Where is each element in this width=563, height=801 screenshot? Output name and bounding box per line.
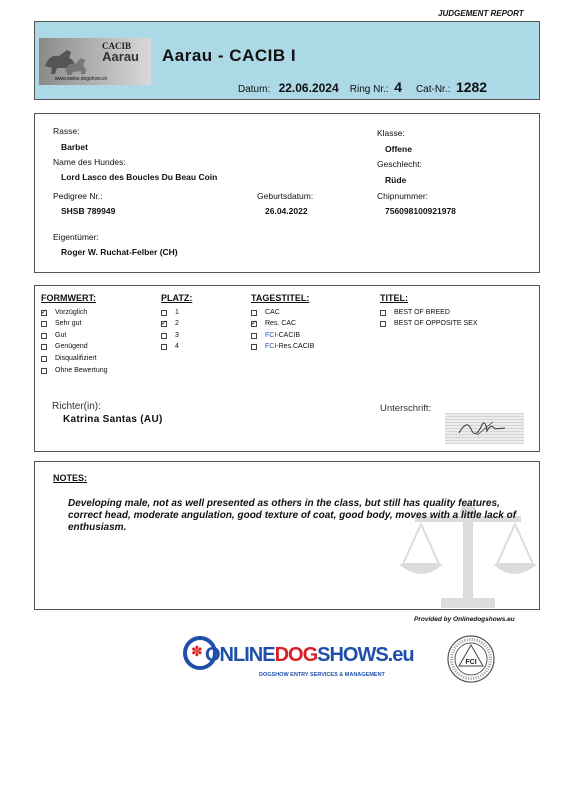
checkbox-icon[interactable] [251, 344, 257, 350]
geschlecht-value: Rüde [385, 175, 407, 185]
logo-town-text: Aarau [102, 49, 139, 64]
header-panel [34, 21, 540, 100]
platz-option[interactable] [161, 343, 179, 350]
geburtsdatum-label: Geburtsdatum: [257, 191, 314, 201]
checkbox-icon[interactable] [41, 333, 47, 339]
klasse-value: Offene [385, 144, 412, 154]
klasse-label: Klasse: [377, 128, 405, 138]
checkbox-checked-icon[interactable] [251, 321, 257, 327]
cat-label: Cat-Nr.: [415, 84, 451, 95]
checkbox-icon[interactable] [161, 344, 167, 350]
option-label: -Res.CACIB [276, 343, 315, 350]
platz-option[interactable] [161, 332, 179, 339]
notes-text: Developing male, not as well presented as others in the class, but still has quality features, correct head, moderate angulation, good texture of coat, good body, moves with a little lack of enthusiasm. [68, 498, 517, 533]
option-label: Sehr gut [55, 320, 82, 327]
titel-option[interactable] [380, 320, 478, 327]
fci-seal-icon [446, 634, 496, 684]
formwert-option[interactable] [41, 343, 88, 350]
chip-value: 756098100921978 [385, 206, 456, 216]
rasse-value: Barbet [61, 142, 88, 152]
formwert-option[interactable] [41, 367, 108, 374]
option-label: Vorzüglich [55, 309, 88, 316]
name-label: Name des Hundes: [53, 157, 126, 167]
notes-panel [34, 461, 540, 610]
logo-cacib-text: CACIB [101, 41, 131, 51]
brand-wordmark [205, 644, 414, 667]
option-label: 3 [175, 332, 179, 339]
checkbox-icon[interactable] [41, 321, 47, 327]
checkbox-icon[interactable] [380, 310, 386, 316]
signature-image [445, 413, 524, 444]
checkbox-icon[interactable] [251, 333, 257, 339]
show-logo [39, 38, 151, 85]
option-label: Disqualifiziert [55, 355, 97, 362]
pedigree-label: Pedigree Nr.: [53, 191, 103, 201]
checkbox-icon[interactable] [380, 321, 386, 327]
show-title: Aarau - CACIB I [162, 46, 297, 65]
checkbox-icon[interactable] [41, 356, 47, 362]
richter-value: Katrina Santas (AU) [63, 414, 163, 425]
option-label: Res. CAC [265, 320, 297, 327]
cat-value: 1282 [455, 79, 488, 95]
signature-scribble-icon [445, 413, 524, 444]
platz-heading: PLATZ: [161, 293, 193, 303]
option-label: 2 [175, 320, 179, 327]
fci-seal-text: FCI [465, 659, 477, 666]
dogs-silhouette-icon [41, 44, 89, 76]
platz-option[interactable] [161, 309, 179, 316]
richter-label: Richter(in): [52, 401, 101, 412]
datum-label: Datum: [238, 84, 271, 95]
fci-prefix: FCI [265, 332, 277, 339]
checkbox-checked-icon[interactable] [41, 310, 47, 316]
datum-value: 22.06.2024 [278, 81, 339, 95]
brand-part-dog: DOG [274, 644, 318, 666]
logo-url: www.swiss-dogshow.ch [55, 76, 108, 82]
platz-option[interactable] [161, 320, 179, 327]
eigentuemer-value: Roger W. Ruchat-Felber (CH) [61, 247, 178, 257]
option-label: -CACIB [276, 332, 301, 339]
brand-part-online: ONLINE [205, 644, 275, 666]
paw-icon: ✽ [191, 643, 203, 659]
option-label: Gut [55, 332, 67, 339]
option-label: BEST OF OPPOSITE SEX [394, 320, 478, 327]
option-label: 1 [175, 309, 179, 316]
checkbox-icon[interactable] [41, 344, 47, 350]
report-type-label: JUDGEMENT REPORT [438, 9, 524, 18]
option-label: BEST OF BREED [394, 309, 450, 316]
geschlecht-label: Geschlecht: [377, 159, 422, 169]
chip-label: Chipnummer: [377, 191, 429, 201]
ring-value: 4 [394, 79, 403, 95]
checkbox-icon[interactable] [161, 310, 167, 316]
geburtsdatum-value: 26.04.2022 [265, 206, 308, 216]
provided-by-text: Provided by Onlinedogshows.eu [414, 616, 515, 623]
dog-info-panel [34, 113, 540, 273]
option-label: 4 [175, 343, 179, 350]
rasse-label: Rasse: [53, 126, 80, 136]
eigentuemer-label: Eigentümer: [53, 232, 99, 242]
formwert-option[interactable] [41, 320, 81, 327]
option-label: Genügend [55, 343, 88, 350]
checkbox-icon[interactable] [161, 333, 167, 339]
option-label: Ohne Bewertung [55, 367, 108, 374]
unterschrift-label: Unterschrift: [380, 403, 432, 414]
pedigree-value: SHSB 789949 [61, 206, 116, 216]
titel-option[interactable] [380, 309, 450, 316]
tagestitel-option[interactable] [251, 320, 296, 327]
checkbox-icon[interactable] [251, 310, 257, 316]
formwert-option[interactable] [41, 355, 97, 362]
formwert-heading: FORMWERT: [41, 293, 96, 303]
fci-prefix: FCI [265, 343, 277, 350]
brand-part-shows: SHOWS.eu [317, 644, 414, 666]
option-label: CAC [265, 309, 280, 316]
notes-heading: NOTES: [53, 473, 88, 483]
brand-subtitle: DOGSHOW ENTRY SERVICES & MANAGEMENT [259, 672, 385, 678]
tagestitel-option[interactable] [251, 332, 300, 339]
tagestitel-option[interactable] [251, 309, 280, 316]
formwert-option[interactable] [41, 332, 66, 339]
titel-heading: TITEL: [380, 293, 408, 303]
checkbox-icon[interactable] [41, 368, 47, 374]
evaluation-panel [34, 285, 540, 452]
onlinedogshows-logo [183, 636, 414, 682]
checkbox-checked-icon[interactable] [161, 321, 167, 327]
tagestitel-option[interactable] [251, 343, 314, 350]
tagestitel-heading: TAGESTITEL: [251, 293, 310, 303]
name-value: Lord Lasco des Boucles Du Beau Coin [61, 172, 218, 182]
formwert-option[interactable] [41, 309, 87, 316]
ring-label: Ring Nr.: [349, 84, 389, 95]
show-details [238, 79, 487, 95]
